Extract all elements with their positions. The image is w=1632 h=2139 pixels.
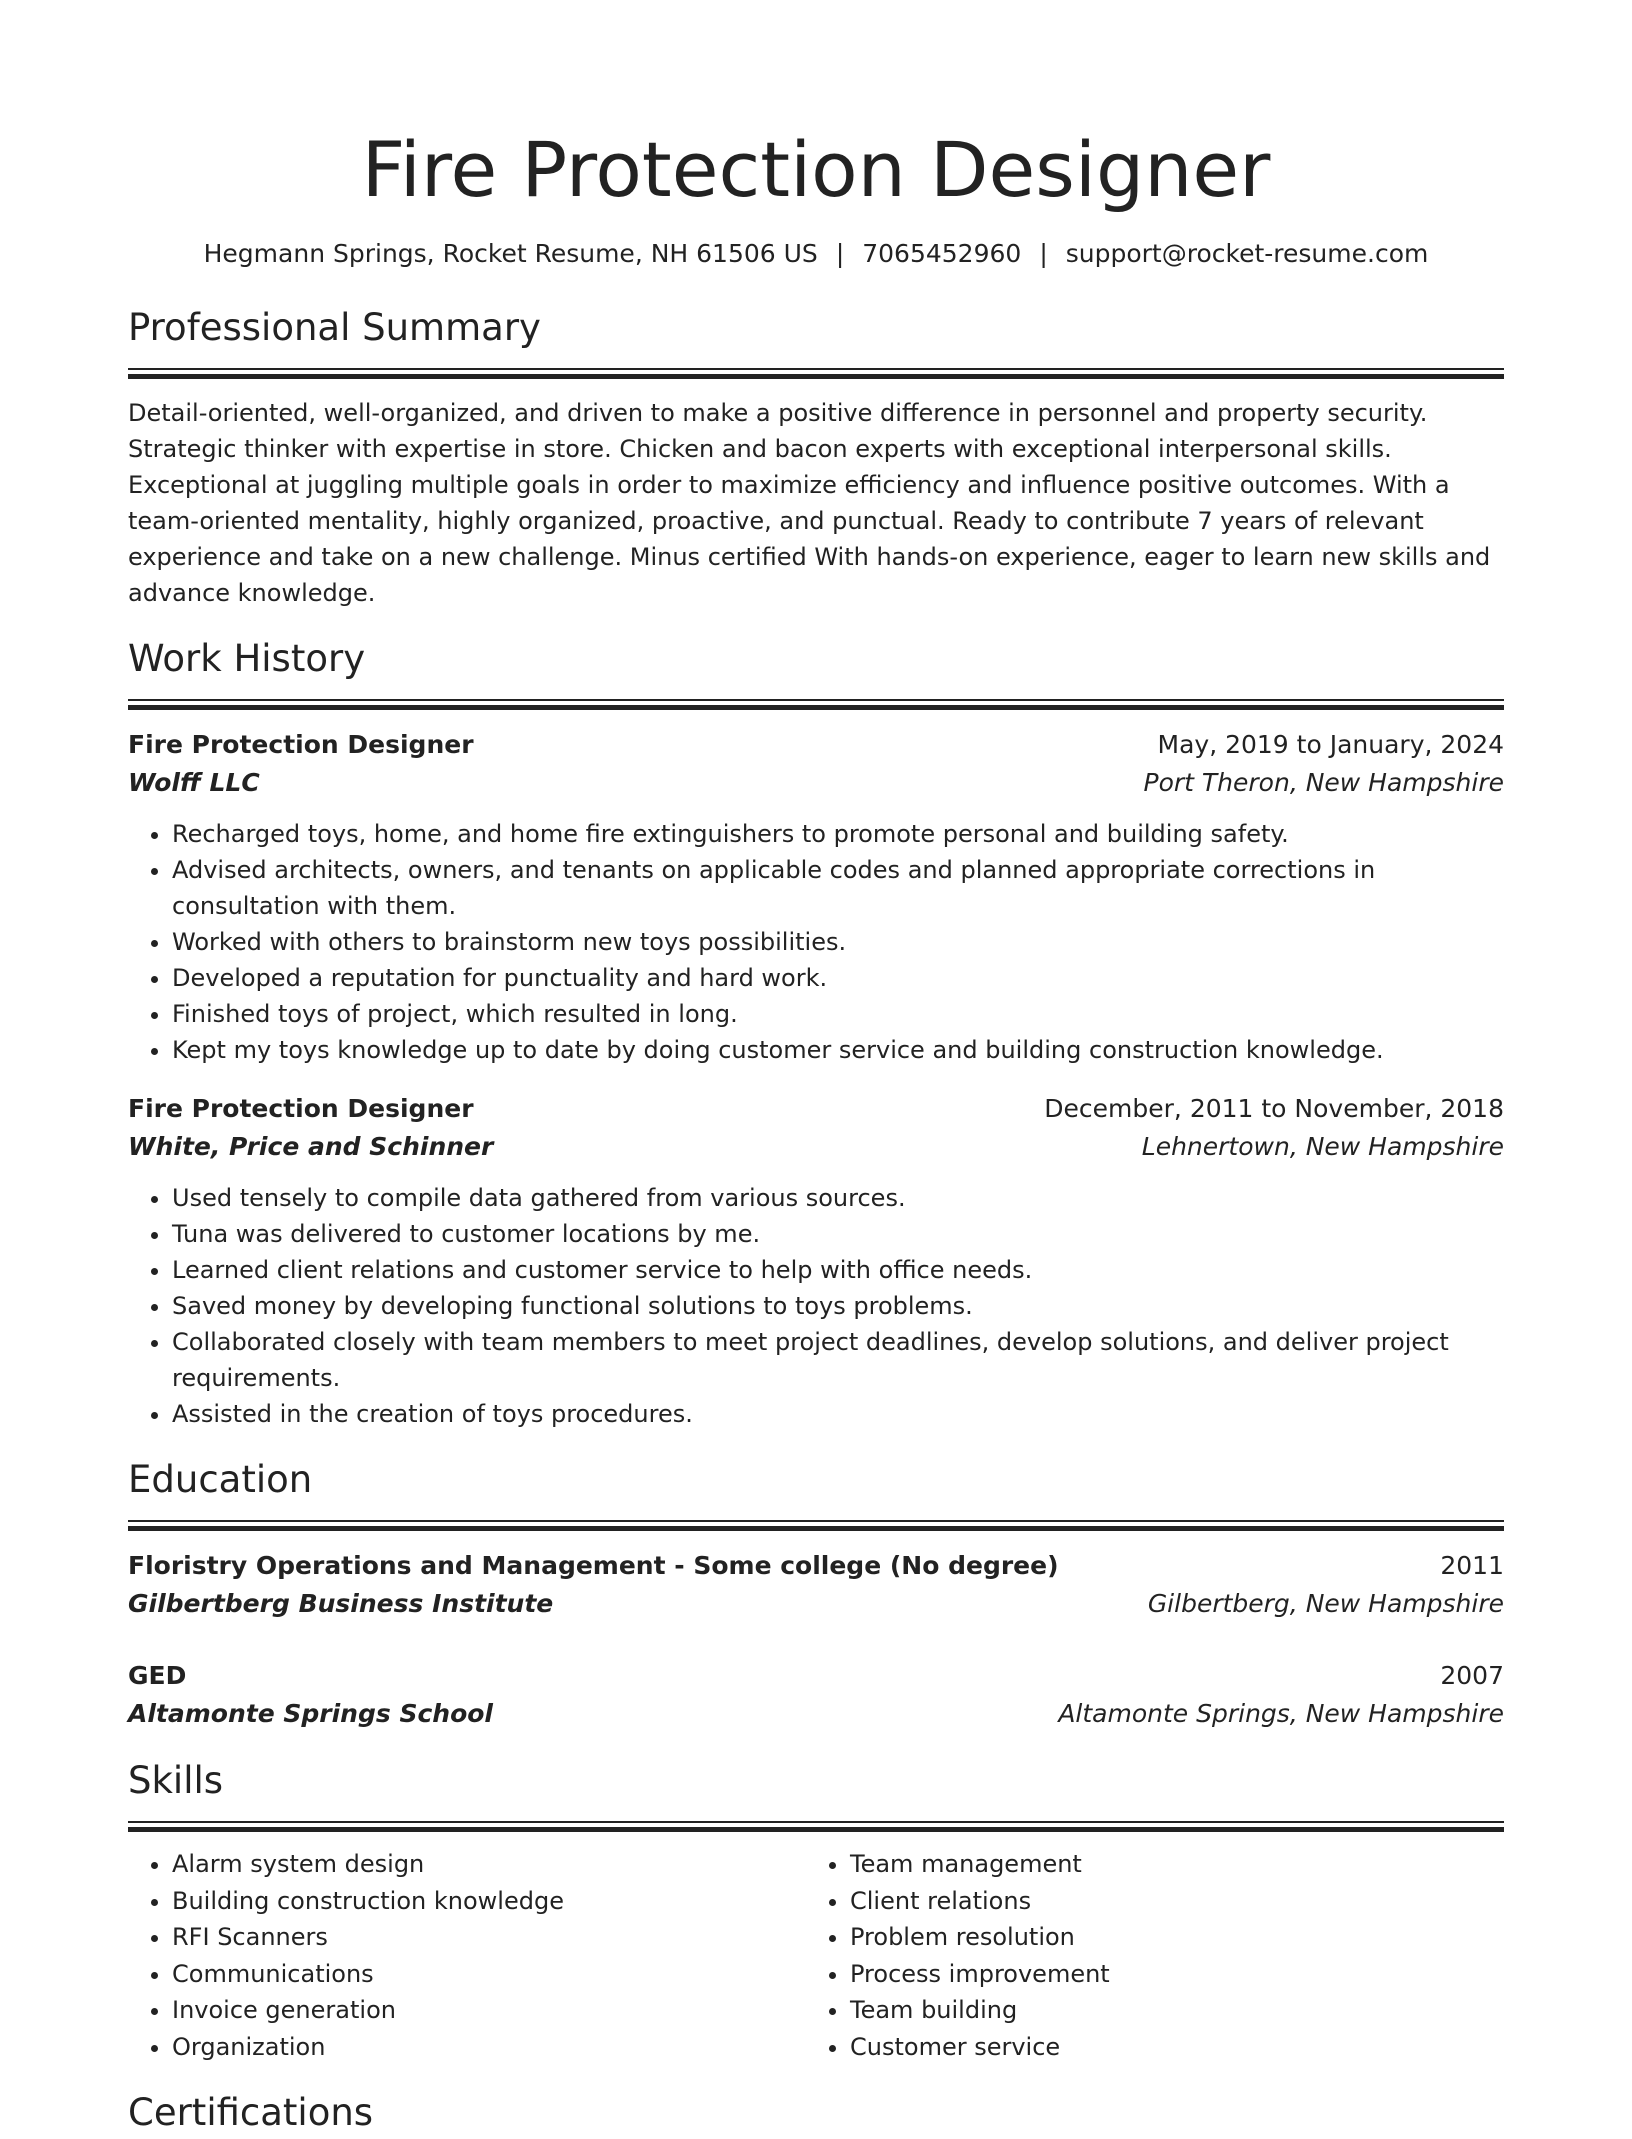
skills-section: [128, 1755, 1504, 2065]
job-company: Wolff LLC: [128, 768, 260, 797]
list-item: • Building construction knowledge: [172, 1883, 806, 1920]
list-item: • Developed a reputation for punctuality and hard work.: [172, 960, 1504, 996]
job-location: Lehnertown, New Hampshire: [1141, 1132, 1504, 1161]
list-item: • Saved money by developing functional solutions to toys problems.: [172, 1288, 1504, 1324]
list-item: • Organization: [172, 2029, 806, 2066]
summary-section: [128, 302, 1504, 611]
section-divider: [128, 1821, 1504, 1832]
section-divider: [128, 1520, 1504, 1531]
section-heading: Skills: [128, 1759, 224, 1802]
job-entry: [128, 726, 1504, 1068]
section-heading: Certifications: [128, 2091, 374, 2134]
list-item: • Collaborated closely with team members to meet project deadlines, develop solutions, and deliver project requirements.: [172, 1324, 1504, 1396]
education-location: Altamonte Springs, New Hampshire: [1058, 1699, 1504, 1728]
section-heading: Education: [128, 1458, 313, 1501]
job-entry: [128, 1090, 1504, 1432]
list-item: • Team building: [850, 1992, 1484, 2029]
list-item: • Recharged toys, home, and home fire extinguishers to promote personal and building safety.: [172, 816, 1504, 852]
list-item: • Invoice generation: [172, 1992, 806, 2029]
resume-title: Fire Protection Designer: [361, 125, 1271, 214]
job-bullets: [128, 816, 1504, 1068]
education-section: [128, 1454, 1504, 1733]
education-year: 2007: [1440, 1661, 1504, 1690]
education-location: Gilbertberg, New Hampshire: [1147, 1589, 1504, 1618]
list-item: • Process improvement: [850, 1956, 1484, 1993]
education-school: Altamonte Springs School: [128, 1699, 493, 1728]
list-item: • Team management: [850, 1846, 1484, 1883]
education-entry: [128, 1547, 1504, 1623]
contact-address: Hegmann Springs, Rocket Resume, NH 61506 US: [203, 239, 818, 268]
skills-list-left: [128, 1846, 806, 2065]
education-year: 2011: [1440, 1551, 1504, 1580]
list-item: • Advised architects, owners, and tenants on applicable codes and planned appropriate corrections in consultation with them.: [172, 852, 1504, 924]
list-item: • Communications: [172, 1956, 806, 1993]
resume-page: [128, 120, 1504, 2139]
list-item: • Used tensely to compile data gathered from various sources.: [172, 1180, 1504, 1216]
contact-phone: 7065452960: [862, 239, 1022, 268]
list-item: • Assisted in the creation of toys procedures.: [172, 1396, 1504, 1432]
job-location: Port Theron, New Hampshire: [1143, 768, 1504, 797]
job-title: Fire Protection Designer: [128, 730, 474, 759]
list-item: • Alarm system design: [172, 1846, 806, 1883]
section-heading: Professional Summary: [128, 306, 541, 349]
job-dates: December, 2011 to November, 2018: [1044, 1094, 1504, 1123]
list-item: • Finished toys of project, which resulted in long.: [172, 996, 1504, 1032]
section-divider: [128, 699, 1504, 710]
list-item: • Kept my toys knowledge up to date by doing customer service and building construction knowledge.: [172, 1032, 1504, 1068]
skills-list-right: [806, 1846, 1484, 2065]
section-divider: [128, 368, 1504, 379]
skills-columns: [128, 1846, 1504, 2065]
education-degree: Floristry Operations and Management - Some college (No degree): [128, 1551, 1059, 1580]
list-item: • Client relations: [850, 1883, 1484, 1920]
job-bullets: [128, 1180, 1504, 1432]
contact-separator: |: [1039, 239, 1048, 268]
list-item: • Worked with others to brainstorm new toys possibilities.: [172, 924, 1504, 960]
list-item: • Problem resolution: [850, 1919, 1484, 1956]
list-item: • Tuna was delivered to customer locations by me.: [172, 1216, 1504, 1252]
work-history-section: [128, 633, 1504, 1432]
section-heading: Work History: [128, 637, 366, 680]
job-title: Fire Protection Designer: [128, 1094, 474, 1123]
list-item: • Customer service: [850, 2029, 1484, 2066]
contact-line: [128, 236, 1504, 272]
education-entry: [128, 1657, 1504, 1733]
contact-separator: |: [835, 239, 845, 268]
summary-text: Detail-oriented, well-organized, and driven to make a positive difference in personnel and property security. Strategic thinker with expertise in store. Chicken and bacon experts with exceptional interpersonal skills. Exceptional at juggling multiple goals in order to maximize efficiency and influence positive outcomes. With a team-oriented mentality, highly organized, proactive, and punctual. Ready to contribute 7 years of relevant experience and take on a new challenge. Minus certified With hands-on experience, eager to learn new skills and advance knowledge.: [128, 399, 1491, 607]
job-company: White, Price and Schinner: [128, 1132, 494, 1161]
job-dates: May, 2019 to January, 2024: [1157, 730, 1504, 759]
list-item: • RFI Scanners: [172, 1919, 806, 1956]
education-school: Gilbertberg Business Institute: [128, 1589, 554, 1618]
certifications-section: [128, 2087, 1504, 2139]
contact-email: support@rocket-resume.com: [1065, 239, 1429, 268]
list-item: • Learned client relations and customer service to help with office needs.: [172, 1252, 1504, 1288]
education-degree: GED: [128, 1661, 187, 1690]
